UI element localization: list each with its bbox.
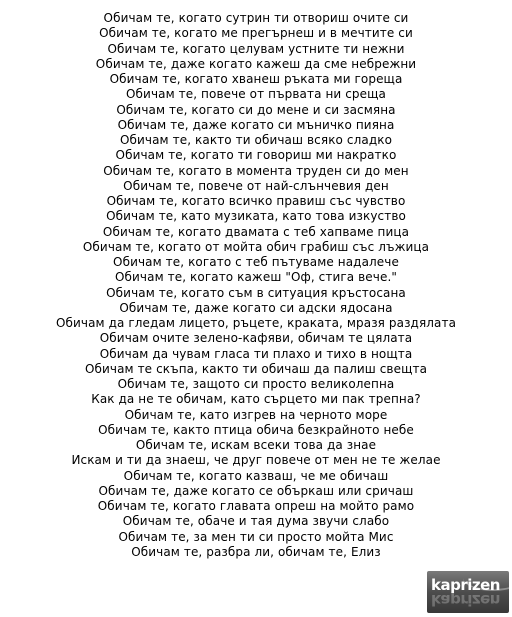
poem-line: Обичам те, когато сутрин ти отвориш очите си [103,11,409,25]
poem-line: Обичам те скъпа, както ти обичаш да палиш свещта [84,361,428,376]
poem-line: Как да не те обичам, като сърцето ми пак трепна? [91,392,421,407]
poem-line: Обичам те, даже когато кажеш да сме небрежни [95,56,417,71]
poem-line: Обичам те, когато в момента труден си до мен [103,163,409,178]
poem-line: Обичам те, когато от мойта обич грабиш със лъжица [82,239,430,254]
poem-line: Обичам те, когато целувам устните ти нежни [107,41,405,56]
poem-line: Обичам те, повече от първата ни среща [126,87,386,102]
poem-line: Обичам те, когато главата опреш на мойто рамо [97,499,415,513]
poem [0,11,512,560]
poem-line: Обичам те, като изгрев на черното море [124,407,388,422]
poem-line: Обичам те, за мен ти си просто мойта Мис [118,529,394,544]
poem-line: Обичам те, когато казваш, че ме обичаш [123,468,389,483]
poem-line: Обичам те, даже когато се объркаш или сричаш [98,483,414,498]
poem-line: Обичам те, когато с теб пътуваме надалече [113,255,399,269]
poem-line: Искам и ти да знаеш, че друг повече от мен не те желае [71,453,441,468]
poem-line: Обичам те, когато съм в ситуация кръстосана [106,285,406,300]
poem-line: Обичам те, когато всичко правиш със чувство [106,194,406,208]
poem-line: Обичам те, даже когато си мъничко пияна [117,117,395,132]
poem-line: Обичам те, както птица обича безкрайното небе [98,422,414,437]
poem-line: Обичам да чувам гласа ти плахо и тихо в нощта [99,346,413,361]
watermark-reflection: kaprizen [431,591,500,609]
poem-line: Обичам те, когато хванеш ръката ми гореща [109,72,403,86]
poem-line: Обичам те, когато ме прегърнеш и в мечтите си [99,26,413,41]
poem-line: Обичам те, защото си просто великолепна [117,377,395,391]
poem-line: Обичам те, когато двамата с теб хапваме пица [102,224,410,239]
poem-line: Обичам те, когато кажеш "Оф, стига вече." [114,270,397,285]
poem-line: Обичам те, даже когато си адски ядосана [119,300,393,315]
poem-line: Обичам те, като музиката, като това изкуство [106,209,406,224]
poem-line: Обичам те, искам всеки това да знае [135,438,377,452]
watermark-logo [427,571,509,613]
poem-line: Обичам те, обаче и тая дума звучи слабо [122,514,390,529]
poem-line: Обичам те, когато си до мене и си засмяна [116,102,396,117]
poem-line: Обичам те, повече от най-слънчевия ден [123,178,389,193]
poem-line: Обичам те, когато ти говориш ми накратко [115,148,397,163]
poem-line: Обичам да гледам лицето, ръцете, краката, мразя раздялата [55,316,457,330]
poem-line: Обичам те, както ти обичаш всяко сладко [119,133,393,147]
watermark-text: kaprizen [431,576,500,594]
poem-line: Обичам те, разбра ли, обичам те, Елиз [131,544,381,559]
poem-line: Обичам очите зелено-кафяви, обичам те цялата [99,331,413,346]
